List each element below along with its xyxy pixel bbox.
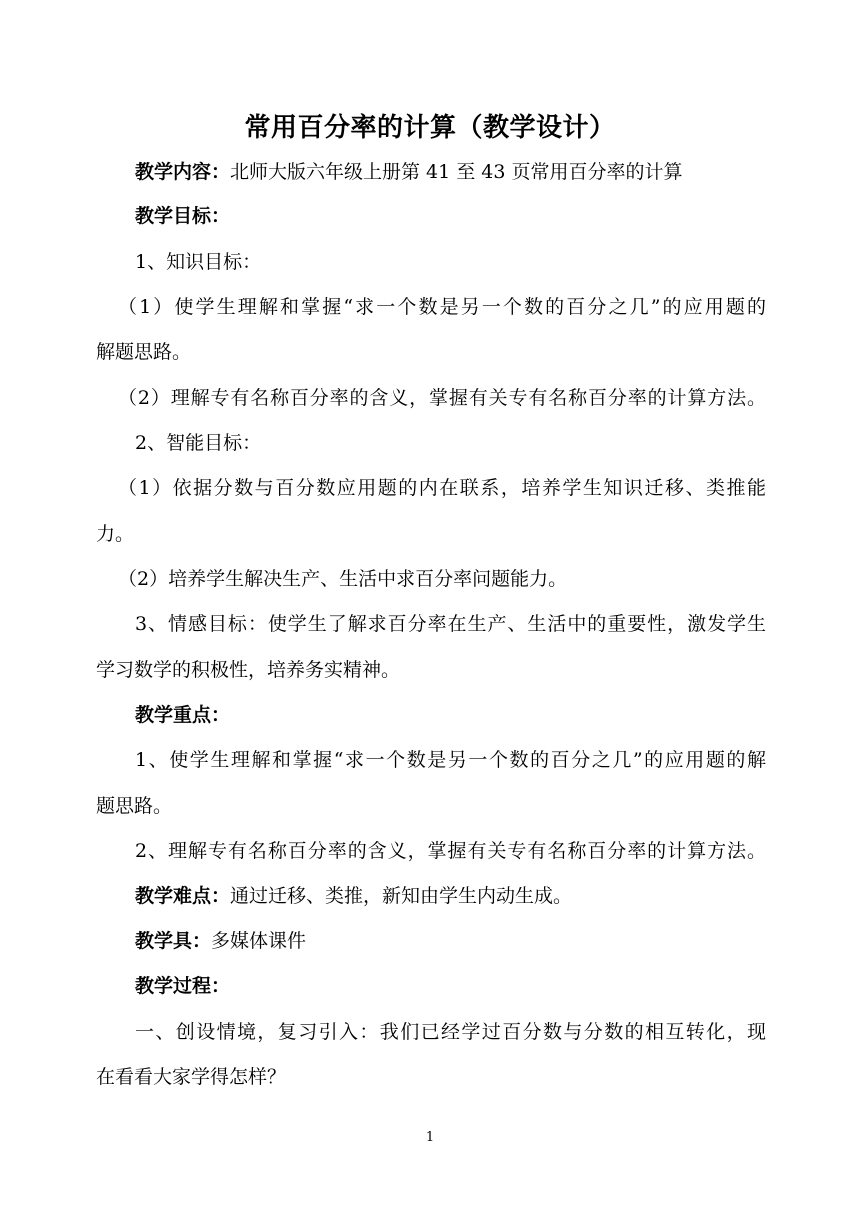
ability-goal-2: （2）培养学生解决生产、生活中求百分率问题能力。 [118, 568, 568, 590]
page-number: 1 [425, 1130, 435, 1145]
knowledge-goal-1-line2: 解题思路。 [96, 341, 192, 363]
teaching-tools [135, 927, 306, 955]
process-heading: 教学过程： [135, 975, 231, 997]
knowledge-goal-heading: 1、知识目标： [135, 251, 262, 273]
teaching-content-label: 教学内容： [135, 161, 231, 183]
knowledge-goal-2: （2）理解专有名称百分率的含义，掌握有关专有名称百分率的计算方法。 [118, 387, 766, 409]
ability-goal-heading: 2、智能目标： [135, 432, 262, 454]
key-point-1-line1: 1、使学生理解和掌握“求一个数是另一个数的百分之几”的应用题的解 [135, 749, 766, 771]
key-point-1-line2: 题思路。 [96, 795, 173, 817]
difficulty-text: 通过迁移、类推，新知由学生内动生成。 [230, 885, 573, 907]
difficulty [135, 882, 572, 910]
teaching-content-text: 北师大版六年级上册第 41 至 43 页常用百分率的计算 [230, 161, 683, 183]
ability-goal-1-line1: （1）依据分数与百分数应用题的内在联系，培养学生知识迁移、类推能 [118, 477, 766, 499]
process-step-1-line2: 在看看大家学得怎样？ [96, 1066, 287, 1088]
key-point-2: 2、理解专有名称百分率的含义，掌握有关专有名称百分率的计算方法。 [135, 840, 766, 862]
knowledge-goal-1-line1: （1）使学生理解和掌握“求一个数是另一个数的百分之几”的应用题的 [118, 296, 766, 318]
teaching-content [135, 158, 683, 186]
emotion-goal-line2: 学习数学的积极性，培养务实精神。 [96, 659, 401, 681]
process-step-1-line1: 一、创设情境，复习引入：我们已经学过百分数与分数的相互转化，现 [135, 1021, 766, 1043]
ability-goal-1-line2: 力。 [96, 523, 135, 545]
document-title: 常用百分率的计算（教学设计） [244, 113, 616, 143]
teaching-tools-text: 多媒体课件 [211, 930, 307, 952]
key-points-heading: 教学重点： [135, 704, 231, 726]
goals-heading: 教学目标： [135, 205, 231, 227]
emotion-goal-line1: 3、情感目标：使学生了解求百分率在生产、生活中的重要性，激发学生 [135, 613, 766, 635]
teaching-tools-label: 教学具： [135, 930, 212, 952]
difficulty-label: 教学难点： [135, 885, 231, 907]
